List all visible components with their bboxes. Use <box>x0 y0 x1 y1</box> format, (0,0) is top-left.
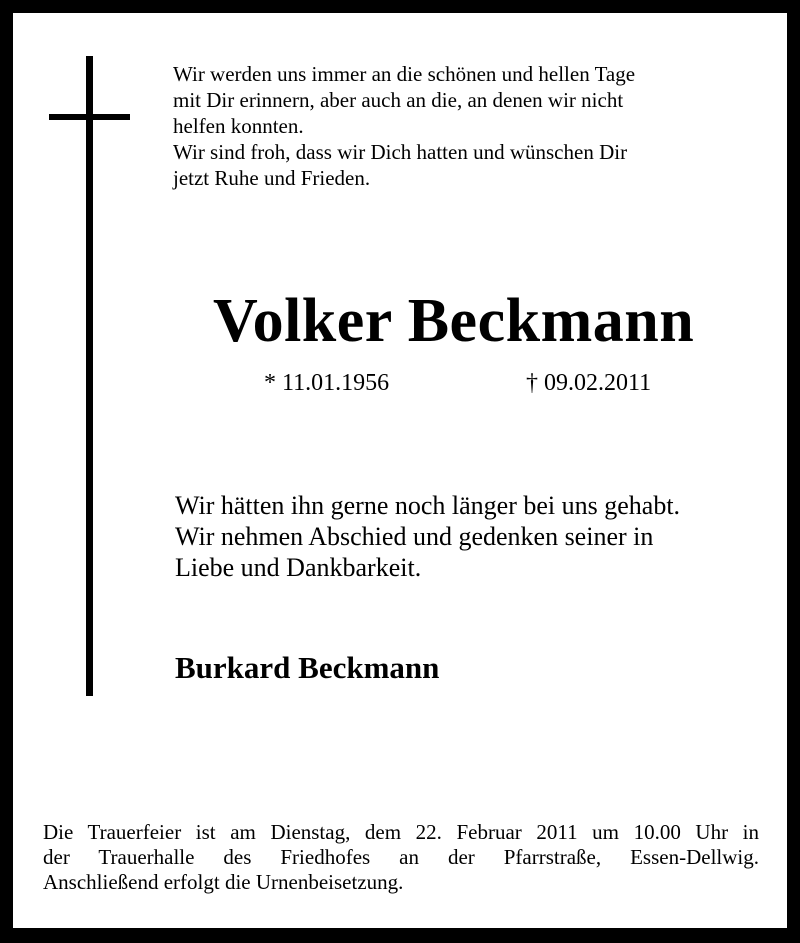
funeral-service-info <box>43 820 759 895</box>
message-line: Wir hätten ihn gerne noch länger bei uns gehabt. <box>175 491 681 520</box>
obituary-notice <box>13 13 787 928</box>
death-date: † 09.02.2011 <box>526 370 652 396</box>
cross-horizontal-bar <box>49 114 130 120</box>
memorial-quote <box>173 61 753 191</box>
quote-line: mit Dir erinnern, aber auch an die, an denen wir nicht <box>173 88 624 112</box>
birth-date: * 11.01.1956 <box>264 370 390 396</box>
service-line: Anschließend erfolgt die Urnenbeisetzung. <box>43 870 404 894</box>
message-line: Liebe und Dankbarkeit. <box>175 553 422 582</box>
service-line: Die Trauerfeier ist am Dienstag, dem 22. Februar 2011 um 10.00 Uhr in <box>43 820 759 844</box>
message-line: Wir nehmen Abschied und gedenken seiner in <box>175 522 654 551</box>
deceased-name: Volker Beckmann <box>213 287 695 355</box>
service-line: der Trauerhalle des Friedhofes an der Pfarrstraße, Essen-Dellwig. <box>43 845 759 869</box>
quote-line: jetzt Ruhe und Frieden. <box>173 166 371 190</box>
farewell-message <box>175 490 765 583</box>
mourner-signature: Burkard Beckmann <box>175 650 440 685</box>
quote-line: helfen konnten. <box>173 114 304 138</box>
quote-line: Wir werden uns immer an die schönen und hellen Tage <box>173 62 636 86</box>
quote-line: Wir sind froh, dass wir Dich hatten und wünschen Dir <box>173 140 628 164</box>
cross-vertical-bar <box>86 56 93 696</box>
